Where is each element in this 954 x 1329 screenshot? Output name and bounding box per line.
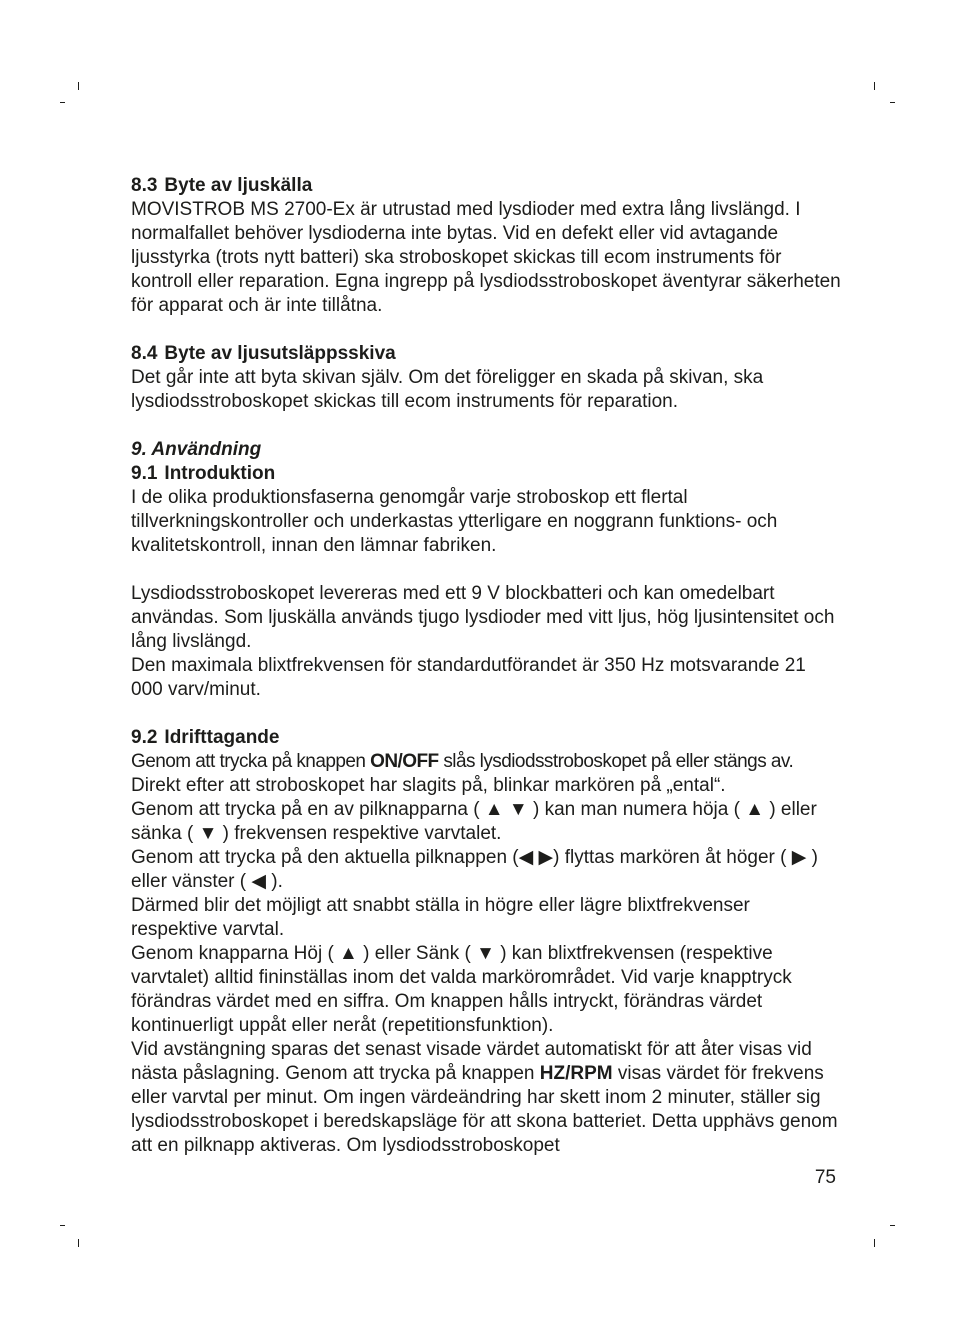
crop-mark	[890, 1225, 895, 1226]
section-heading	[131, 342, 841, 366]
paragraph: I de olika produktionsfaserna genomgår varje stroboskop ett flertal tillverkningskontroller och underkastas ytterligare en noggrann funktions- och kvalitetskontroll, innan den lämnar fabriken.	[131, 487, 778, 556]
section-title: Introduktion	[164, 463, 276, 484]
paragraph: Därmed blir det möjligt att snabbt ställa in högre eller lägre blixtfrekvenser respektive varvtal.	[131, 895, 750, 940]
paragraph: Genom att trycka på den aktuella pilknappen (◀ ▶) flyttas markören åt höger ( ▶ ) eller vänster ( ◀ ).	[131, 847, 818, 892]
section-9-1	[131, 462, 841, 702]
crop-mark	[60, 102, 65, 103]
paragraph: Direkt efter att stroboskopet har slagits på, blinkar markören på „ental“.	[131, 775, 726, 796]
paragraph	[131, 1038, 841, 1158]
crop-mark	[874, 82, 875, 90]
paragraph: MOVISTROB MS 2700-Ex är utrustad med lysdioder med extra lång livslängd. I normalfallet behöver lysdioderna inte bytas. Vid en defekt eller vid avtagande ljusstyrka (trots nytt batteri) ska stroboskopet skickas till ecom instruments för kontroll eller reparation. Egna ingrepp på lysdiodsstroboskopet äventyrar säkerheten för apparat och är inte tillåtna.	[131, 199, 841, 316]
section-heading	[131, 174, 841, 198]
crop-mark	[60, 1225, 65, 1226]
section-title: Byte av ljuskälla	[164, 175, 313, 196]
section-title: Idrifttagande	[164, 727, 280, 748]
section-number: 8.4	[131, 343, 158, 364]
paragraph: Det går inte att byta skivan själv. Om det föreligger en skada på skivan, ska lysdiodsstroboskopet skickas till ecom instruments för reparation.	[131, 367, 764, 412]
text: Vid avstängning sparas det senast visade värdet automatiskt för att åter visas vid nästa påslagning. Genom att trycka på knappen	[131, 1039, 812, 1084]
section-8-4	[131, 342, 841, 414]
text: Genom att trycka på knappen	[131, 751, 371, 772]
section-heading	[131, 726, 841, 750]
section-number: 9.2	[131, 727, 158, 748]
key-label-on-off: ON/OFF	[370, 751, 439, 772]
crop-mark	[874, 1239, 875, 1247]
section-number: 8.3	[131, 175, 158, 196]
text: visas värdet för frekvens eller varvtal per minut. Om ingen värdeändring har skett inom 2 minuter, ställer sig lysdiodsstroboskopet i beredskapsläge för att skona batteriet. Detta upphävs genom att en pilknapp aktiveras. Om lysdiodsstroboskopet	[131, 1063, 838, 1156]
paragraph: Lysdiodsstroboskopet levereras med ett 9 V blockbatteri och kan omedelbart användas. Som ljuskälla används tjugo lysdioder med vitt ljus, hög ljusintensitet och lång livslängd.	[131, 583, 835, 652]
page-number: 75	[814, 1167, 836, 1188]
document-body	[131, 174, 841, 1158]
section-title: Byte av ljusutsläppsskiva	[164, 343, 396, 364]
key-label-hz-rpm: HZ/RPM	[539, 1063, 613, 1084]
crop-mark	[78, 1239, 79, 1247]
section-9-2	[131, 726, 841, 1158]
section-heading	[131, 462, 841, 486]
paragraph: Den maximala blixtfrekvensen för standardutförandet är 350 Hz motsvarande 21 000 varv/minut.	[131, 655, 806, 700]
text: slås lysdiodsstroboskopet på eller stängs av.	[438, 751, 794, 772]
chapter-heading: 9. Användning	[131, 439, 262, 460]
paragraph: Genom att trycka på en av pilknapparna ( ▲ ▼ ) kan man numera höja ( ▲ ) eller sänka ( ▼ ) frekvensen respektive varvtalet.	[131, 799, 817, 844]
crop-mark	[78, 82, 79, 90]
crop-mark	[890, 102, 895, 103]
paragraph: Genom knapparna Höj ( ▲ ) eller Sänk ( ▼ ) kan blixtfrekvensen (respektive varvtalet) alltid fininställas inom det valda markörområdet. Vid varje knapptryck förändras värdet med en siffra. Om knappen hålls intryckt, förändras värdet kontinuerligt uppåt eller neråt (repetitionsfunktion).	[131, 943, 792, 1036]
section-number: 9.1	[131, 463, 158, 484]
section-8-3	[131, 174, 841, 318]
paragraph	[131, 750, 841, 774]
